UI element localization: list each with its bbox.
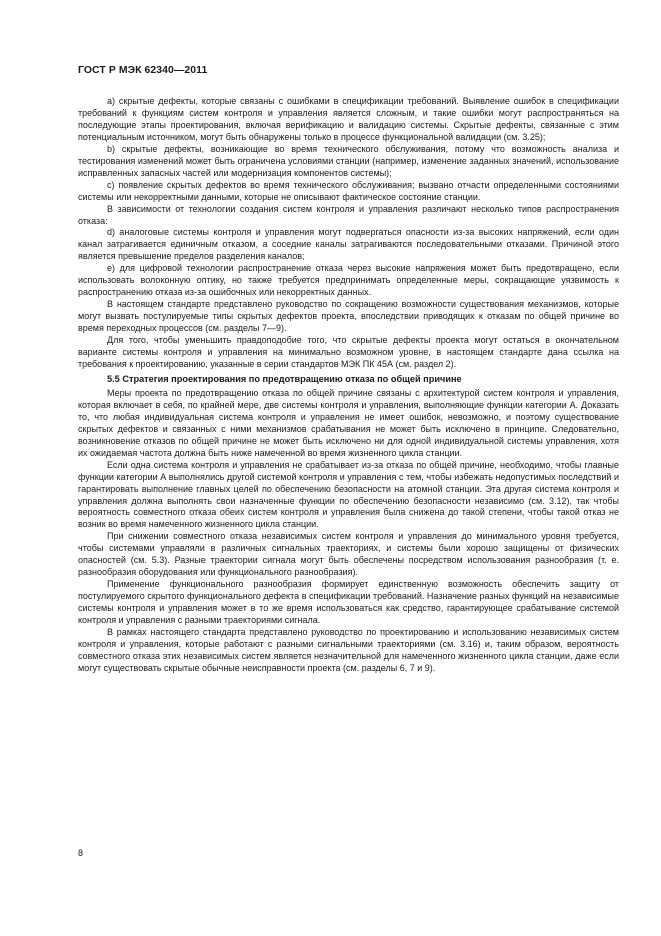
paragraph: c) появление скрытых дефектов во время технического обслуживания; вызвано отчасти определенными состояниями системы или некорректными данными, которые не описывают фактическое состояние станции. <box>78 179 619 202</box>
paragraph: b) скрытые дефекты, возникающие во время технического обслуживания, потому что возможность анализа и тестирования изменений может быть ограничена условиями станции (например, изменение заданных значений, использование исправленных запасных частей или модернизация компонентов системы); <box>78 143 619 178</box>
paragraph: Если одна система контроля и управления не срабатывает из-за отказа по общей причине, необходимо, чтобы главные функции категории А выполнялись другой системой контроля и управления с тем, чтобы избежать недопустимых последствий и гарантировать выполнение главных целей по обеспечению безопасности на атомной станции. Эта другая система контроля и управления должна выполнять свои назначенные функции по обеспечению безопасности независимо (см. 3.12), так чтобы вероятность совместного отказа обеих систем контроля и управления была снижена до такой степени, чтобы такой отказ не возник во время намеченного жизненного цикла станции. <box>78 459 619 530</box>
paragraph: a) скрытые дефекты, которые связаны с ошибками в спецификации требований. Выявление ошибок в спецификации требований к функциям систем контроля и управления является сложным, и такие ошибки могут распространяться на последующие этапы проектирования, включая верификацию и валидацию системы. Скрытые дефекты, связанные с этим потенциальным источником, могут быть обнаружены только в процессе функциональной валидации (см. 3.25); <box>78 96 619 142</box>
paragraph: При снижении совместного отказа независимых систем контроля и управления до минимального уровня требуется, чтобы системами управляли в различных сигнальных траекториях, и системы были хорошо защищены от физических опасностей (см. 5.3). Разные траектории сигнала могут быть обеспечены посредством использования разнообразия (т. е. разнообразия оборудования или функционального разнообразия). <box>78 531 619 578</box>
paragraph: В рамках настоящего стандарта представлено руководство по проектированию и использованию независимых систем контроля и управления, которые работают с разными сигнальными траекториями (см. 3.16) и, таким образом, вероятность совместного отказа этих независимых систем является незначительной для намеченного жизненного цикла станции, даже если могут существовать скрытые обычные неисправности проекта (см. разделы 6, 7 и 9). <box>78 626 619 673</box>
document-header: ГОСТ Р МЭК 62340—2011 <box>78 65 208 76</box>
paragraph: Меры проекта по предотвращению отказа по общей причине связаны с архитектурой систем контроля и управления, которая включает в себя, по крайней мере, две системы контроля и управления, выполняющие функции категории А. Доказать то, что любая индивидуальная система контроля и управления не имеет ошибок, невозможно, и поэтому существование скрытых дефектов и связанных с ними механизмов срабатывания не может быть исключено в принципе. Следовательно, возникновение отказов по общей причине не может быть исключено ни для одной индивидуальной системы управления, хотя их ожидаемая частота должна быть ниже намеченной во время жизненного цикла станции. <box>78 387 619 458</box>
paragraph: e) для цифровой технологии распространение отказа через высокие напряжения может быть предотвращено, если использовать волоконную оптику, но также требуется предпринимать определенные меры, сокращающие уязвимость к распространению отказа из-за ошибочных или некорректных данных. <box>78 263 619 298</box>
section-heading: 5.5 Стратегия проектирования по предотвращению отказа по общей причине <box>107 373 462 384</box>
paragraph: Применение функционального разнообразия формирует единственную возможность обеспечить защиту от постулируемого скрытого функционального дефекта в спецификации требований. Назначение разных функций на независимые системы контроля и управления может в то же время использоваться как средство, гарантирующее срабатывание системой контроля и управления с разными траекториями сигнала. <box>78 579 619 626</box>
page-number: 8 <box>78 848 84 858</box>
paragraph: Для того, чтобы уменьшить правдоподобие того, что скрытые дефекты проекта могут остаться в окончательном варианте системы контроля и управления на минимально возможном уровне, в настоящем стандарте дана ссылка на требования к проектированию, указанные в серии стандартов МЭК ПК 45А (см. раздел 2). <box>78 335 619 369</box>
paragraph: В зависимости от технологии создания систем контроля и управления различают несколько типов распространения отказа: <box>78 203 619 226</box>
document-body <box>78 96 619 675</box>
paragraph: d) аналоговые системы контроля и управления могут подвергаться опасности из-за высоких напряжений, если один канал затрагивается единичным отказом, а соседние каналы затрагиваются последовательными отказами. Причиной этого является превышение пределов разделения каналов; <box>78 227 619 262</box>
paragraph: В настоящем стандарте представлено руководство по сокращению возможности существования механизмов, которые могут вызвать постулируемые типы скрытых дефектов проекта, впоследствии приводящих к отказам по общей причине во время переходных процессов (см. разделы 7—9). <box>78 299 619 334</box>
